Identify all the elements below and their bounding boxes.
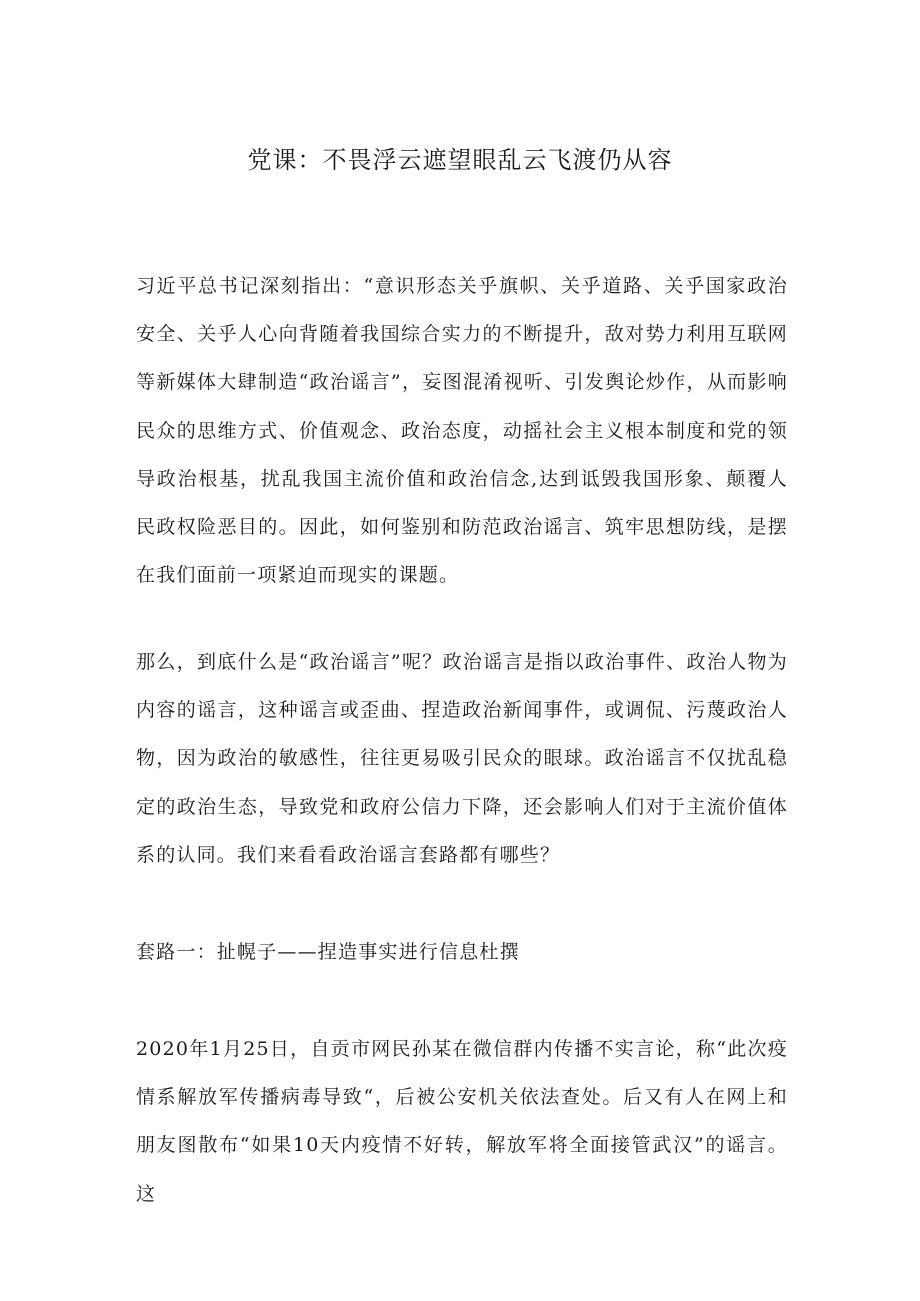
document-title: 党课：不畏浮云遮望眼乱云飞渡仍从容	[247, 146, 673, 174]
definition-paragraph: 那么，到底什么是“政治谣言”呢？政治谣言是指以政治事件、政治人物为内容的谣言，这种谣言或歪曲、捏造政治新闻事件，或调侃、污蔑政治人物，因为政治的敏感性，往往更易吸引民众的眼球。政治谣言不仅扰乱稳定的政治生态，导致党和政府公信力下降，还会影响人们对于主流价值体系的认同。我们来看看政治谣言套路都有哪些？	[136, 651, 788, 866]
section-heading: 套路一：扯幌子——捏造事实进行信息杜撰	[136, 941, 520, 963]
intro-paragraph: 习近平总书记深刻指出：“意识形态关乎旗帜、关乎道路、关乎国家政治安全、关乎人心向背随着我国综合实力的不断提升，敌对势力利用互联网等新媒体大肆制造“政治谣言”，妄图混淆视听、引发舆论炒作，从而影响民众的思维方式、价值观念、政治态度，动摇社会主义根本制度和党的领导政治根基，扰乱我国主流价值和政治信念,达到诋毁我国形象、颠覆人民政权险恶目的。因此，如何鉴别和防范政治谣言、筑牢思想防线，是摆在我们面前一项紧迫而现实的课题。	[136, 275, 788, 587]
section-paragraph: 2020年1月25日，自贡市网民孙某在微信群内传播不实言论，称“此次疫情系解放军传播病毒导致“，后被公安机关依法查处。后又有人在网上和朋友图散布“如果10天内疫情不好转，解放军将全面接管武汉”的谣言。这	[136, 1038, 788, 1205]
